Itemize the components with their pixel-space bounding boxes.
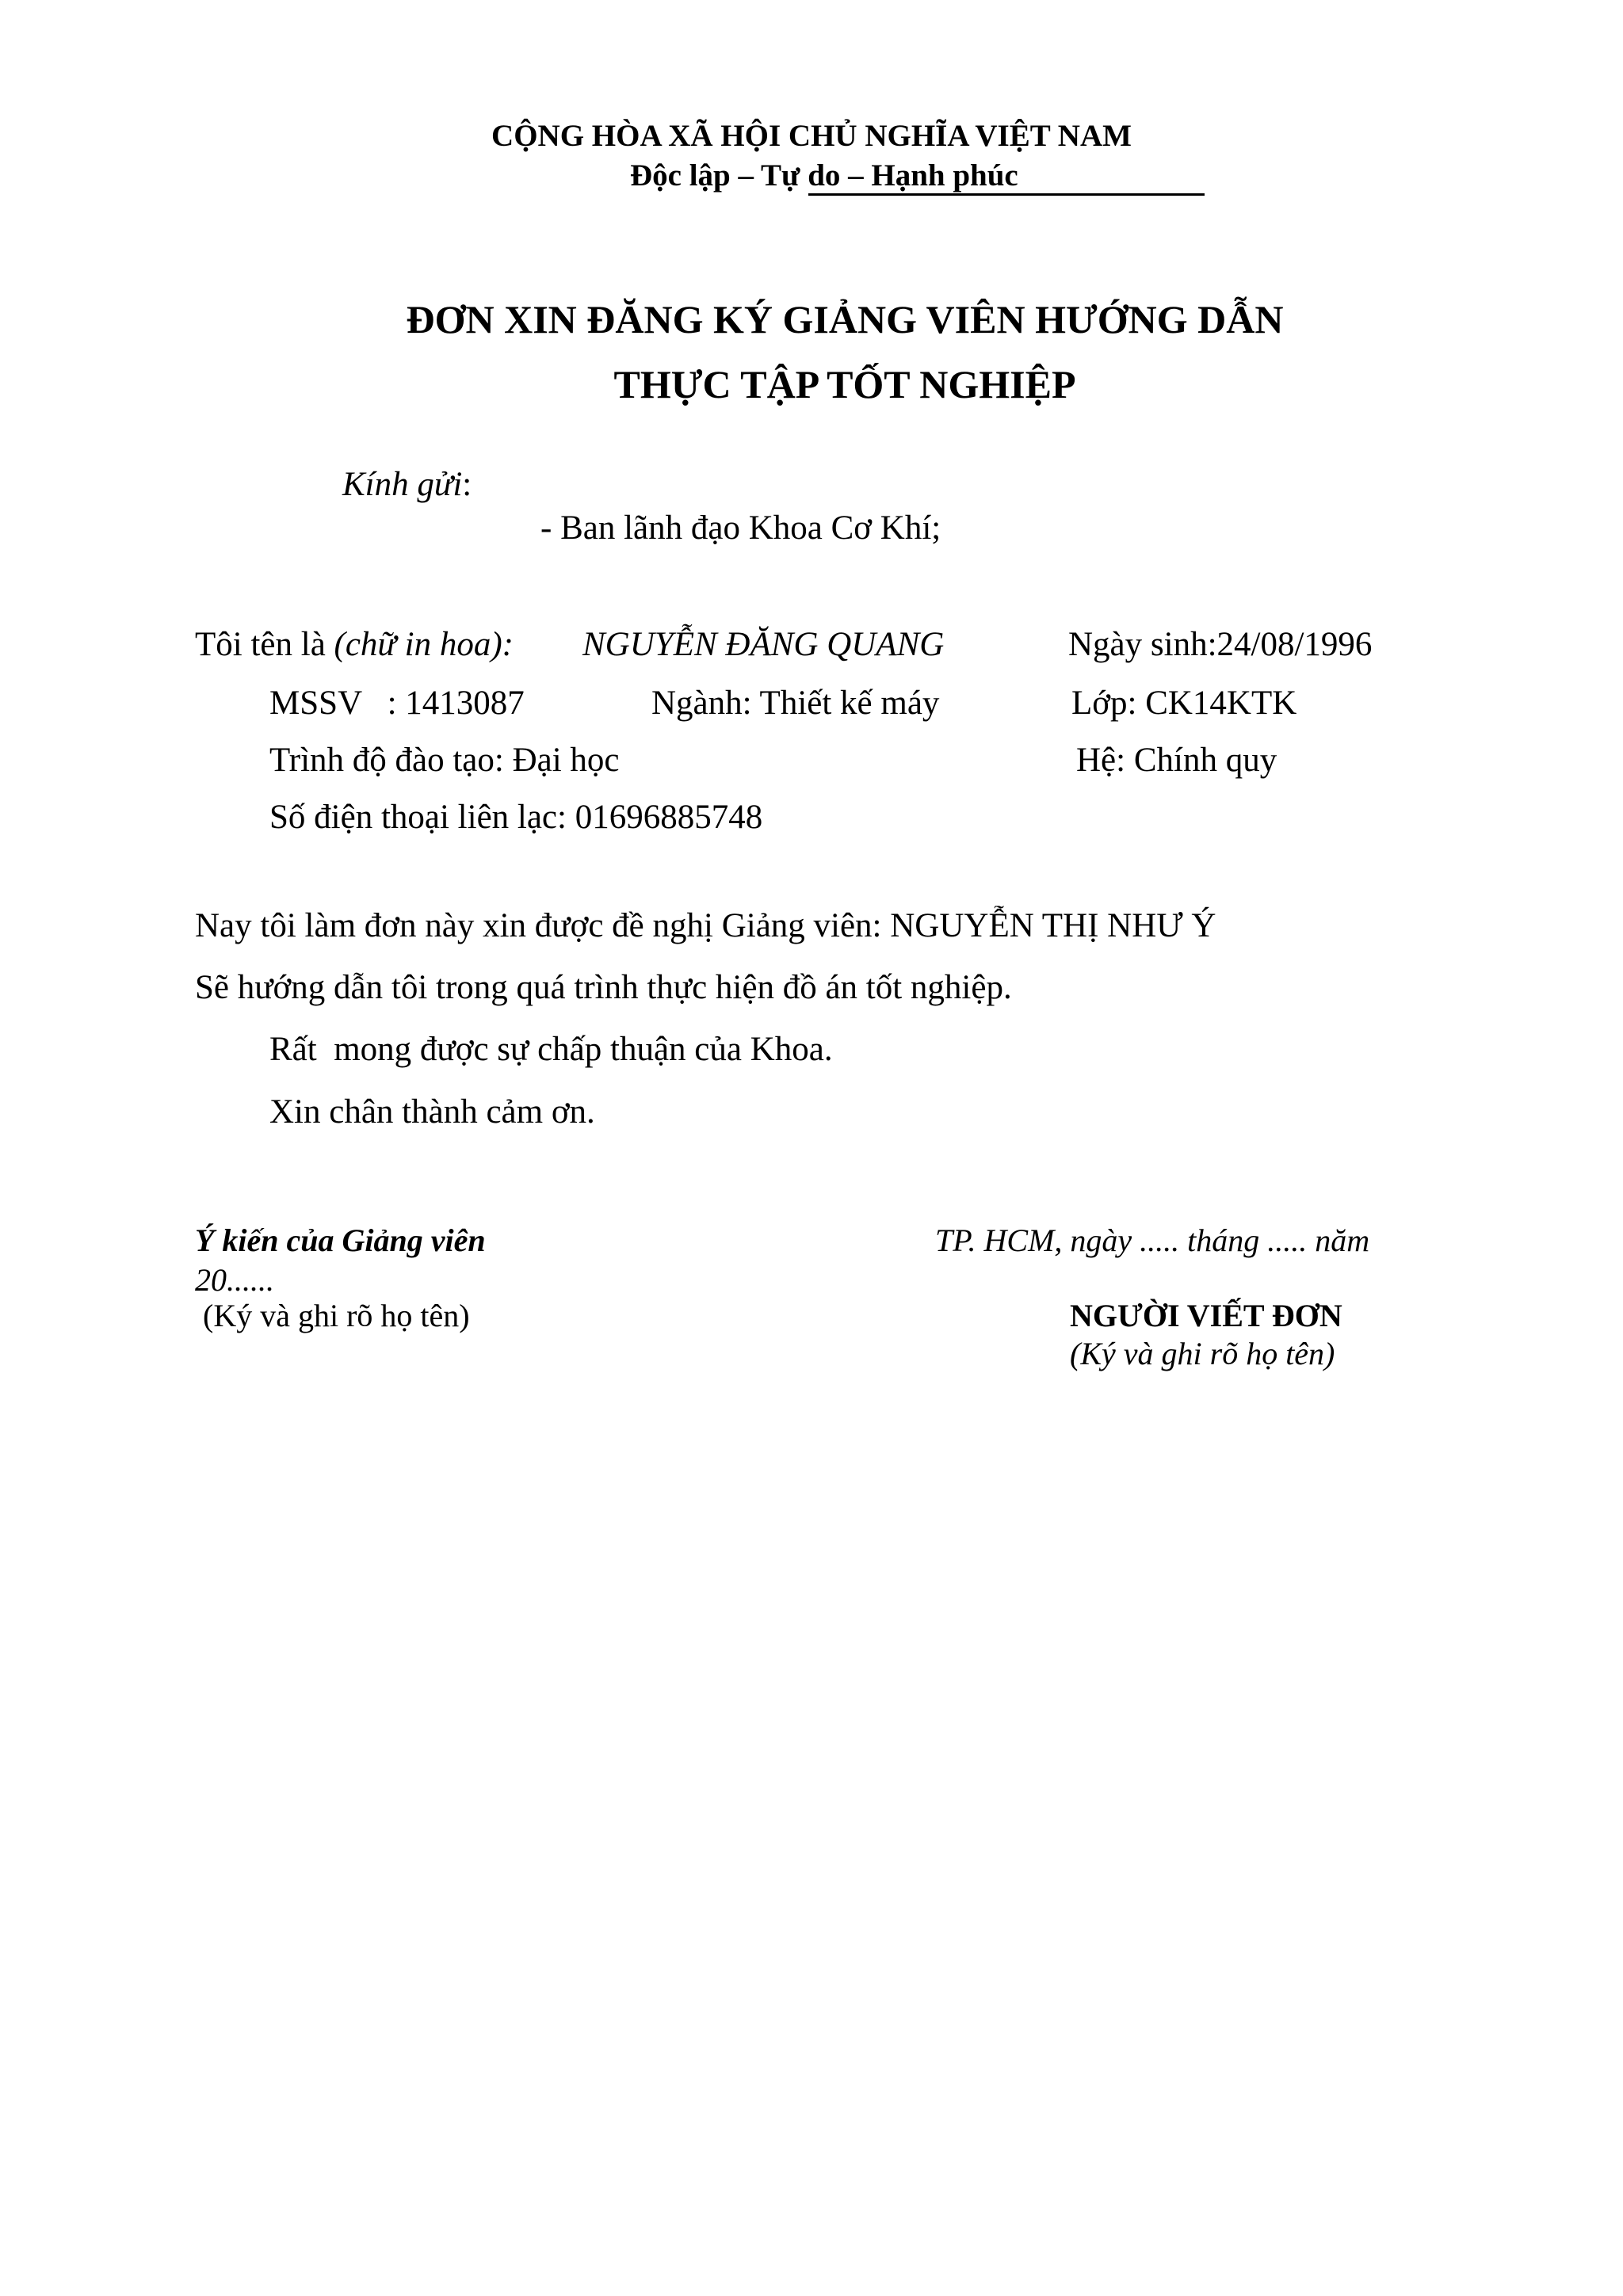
student-major: Ngành: Thiết kế máy xyxy=(651,685,940,722)
name-hint: (chữ in hoa): xyxy=(334,626,514,663)
writer-label: NGƯỜI VIẾT ĐƠN xyxy=(1070,1298,1342,1333)
motto-heading: Độc lập – Tự do – Hạnh phúc xyxy=(630,158,1018,193)
recipient-label xyxy=(342,467,472,502)
year-line: 20...... xyxy=(195,1262,274,1298)
form-title-line1: ĐƠN XIN ĐĂNG KÝ GIẢNG VIÊN HƯỚNG DẪN xyxy=(406,297,1284,341)
date-place-line: TP. HCM, ngày ..... tháng ..... năm xyxy=(935,1222,1370,1258)
name-label-text: Tôi tên là xyxy=(195,626,326,663)
name-label xyxy=(195,627,514,662)
country-heading: CỘNG HÒA XÃ HỘI CHỦ NGHĨA VIỆT NAM xyxy=(491,119,1132,153)
student-id: MSSV : 1413087 xyxy=(269,685,525,722)
guidance-line: Sẽ hướng dẫn tôi trong quá trình thực hiện đồ án tốt nghiệp. xyxy=(195,969,1012,1006)
lecturer-opinion-label: Ý kiến của Giảng viên xyxy=(195,1222,486,1258)
student-name: NGUYỄN ĐĂNG QUANG xyxy=(582,626,945,663)
education-level: Trình độ đào tạo: Đại học xyxy=(269,742,620,779)
thanks-line: Xin chân thành cảm ơn. xyxy=(269,1093,595,1131)
form-title-line2: THỰC TẬP TỐT NGHIỆP xyxy=(613,362,1076,406)
request-line: Nay tôi làm đơn này xin được đề nghị Giảng viên: NGUYỄN THỊ NHƯ Ý xyxy=(195,907,1216,944)
writer-signature-note: (Ký và ghi rõ họ tên) xyxy=(1070,1336,1335,1371)
phone-number: Số điện thoại liên lạc: 01696885748 xyxy=(269,799,763,836)
recipient-colon: : xyxy=(462,466,472,503)
lecturer-signature-note: (Ký và ghi rõ họ tên) xyxy=(195,1298,470,1333)
recipient-label-text: Kính gửi xyxy=(342,466,463,503)
motto-underline xyxy=(808,193,1205,196)
education-system: Hệ: Chính quy xyxy=(1076,742,1277,779)
student-class: Lớp: CK14KTK xyxy=(1071,685,1297,722)
recipient-to: - Ban lãnh đạo Khoa Cơ Khí; xyxy=(540,509,941,547)
hope-line: Rất mong được sự chấp thuận của Khoa. xyxy=(269,1031,833,1068)
date-of-birth: Ngày sinh:24/08/1996 xyxy=(1068,626,1373,663)
